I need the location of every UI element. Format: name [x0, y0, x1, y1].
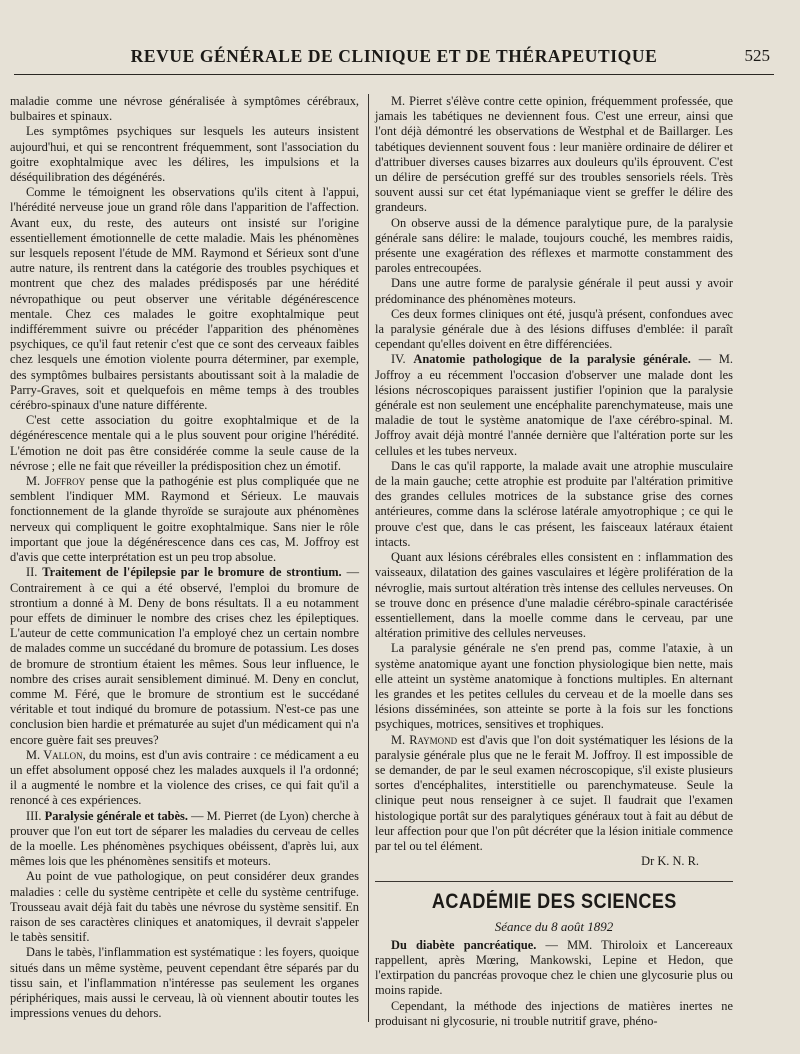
paragraph-text: est d'avis que l'on doit systématiquer les lésions de la paralysie générale plus que ne le ferait M. Joffroy. Il est impossible de se demander, de par le seul examen nécroscopique, s'il existe plusieurs sortes d'encéphalites, interstitielle ou parenchymateuse. Seule la clinique peut nous renseigner à ce sujet. Il faudrait que l'examen histologique portât sur des paralytiques généraux tout à fait au début de leur affection pour que l'on pût décréter que la lésion initiale commence par tel ou tel élément.: [375, 732, 733, 853]
section-title: Paralysie générale et tabès.: [44, 808, 188, 823]
section-iv: [375, 352, 733, 458]
session-date: Séance du 8 août 1892: [494, 918, 614, 934]
section-heading: ACADÉMIE DES SCIENCES: [431, 890, 677, 914]
journal-title: REVUE GÉNÉRALE DE CLINIQUE ET DE THÉRAPEUTIQUE: [130, 46, 658, 66]
article-title: Du diabète pancréatique.: [391, 937, 537, 952]
running-header: [14, 40, 774, 75]
signature: Dr K. N. R.: [641, 854, 699, 869]
section-number: IV.: [391, 352, 414, 367]
left-column: [10, 94, 359, 1021]
right-column: [375, 94, 733, 1029]
section-text: — Contrairement à ce qui a été observé, l'emploi du bromure de strontium a donné à M. Deny de bons résultats. Il a eu notamment pour effets de diminuer le nombre des crises chez les épileptiques. L'auteur de cette communication l'a employé chez un certain nombre de malades comme un succédané du bromure de potassium. Les doses de bromure de strontium étaient les mêmes. Sous leur influence, le nombre des crises aurait sensiblement diminué. M. Deny en conclut, comme M. Féré, que le bromure de strontium est le succédané véritable et tout indiqué du bromure de potassium. N'est-ce pas une conclusion bien hardie et prématurée au sujet d'un médicament qui n'a encore guère fait ses preuves?: [10, 565, 359, 747]
page-number: 525: [744, 46, 770, 65]
paragraph: Quant aux lésions cérébrales elles consistent en : inflammation des vaisseaux, dilatation des gaines vasculaires et légère prolifération de la névroglie, mais surtout altération très intense des cellules nerveuses. On se trouve donc en présence d'une maladie cérébro-spinale caractérisée essentiellement, dans la moelle comme dans le cerveau, par une altération primitive des cellules nerveuses.: [375, 550, 733, 641]
paragraph: [375, 733, 733, 855]
article-text: — MM. Thiroloix et Lancereaux rappellent, après Mœring, Mankowski, Lepine et Hedon, que l'extirpation du pancréas provoque chez le chien une glycosurie plus ou moins rapide.: [375, 937, 734, 998]
section-number: II.: [26, 565, 43, 580]
paragraph-text: pense que la pathogénie est plus compliquée que ne semblent l'indiquer MM. Raymond et Sérieux. Le mauvais fonctionnement de la glande thyroïde se surajoute aux phénomènes nerveux qui compliquent le goitre exophtalmique. Sans nier le rôle important que joue la dégénérescence dans ces cas, M. Joffroy est d'avis que cette interprétation est un peu trop absolue.: [10, 474, 360, 565]
paragraph: On observe aussi de la démence paralytique pure, de la paralysie générale sans délire: le malade, toujours couché, les membres raidis, présente une exagération des réflexes et marmotte constamment des paroles entrecoupées.: [375, 215, 733, 276]
paragraph: Ces deux formes cliniques ont été, jusqu'à présent, confondues avec la paralysie générale due à des lésions diffuses d'emblée: il paraît cependant qu'elles doivent en être différenciées.: [375, 306, 733, 352]
paragraph: M. Pierret s'élève contre cette opinion, fréquemment professée, que jamais les tabétiques ne deviennent fous. C'est une erreur, ainsi que l'ont déjà démontré les observations de Westphal et de Baillarger. Les tabétiques deviennent souvent fous : leur manière ordinaire de délirer et d'attribuer diverses causes bizarres aux douleurs qu'ils éprouvent. C'est un délire de persécution greffé sur des troubles sensoriels réels. Très souvent aussi sur cet état lypémaniaque vient se greffer le délire des grandeurs.: [375, 94, 733, 215]
paragraph: maladie comme une névrose généralisée à symptômes cérébraux, bulbaires et spinaux.: [10, 94, 359, 124]
paragraph: Cependant, la méthode des injections de matières inertes ne produisant ni glycosurie, ni trouble nutritif grave, phéno-: [375, 998, 733, 1028]
author-name: M. Vallon: [26, 747, 83, 762]
section-title: Traitement de l'épilepsie par le bromure de strontium.: [42, 565, 342, 580]
academie-section: [375, 881, 733, 933]
section-ii: [10, 565, 359, 747]
paragraph: Les symptômes psychiques sur lesquels les auteurs insistent aujourd'hui, et qui se rencontrent fréquemment, sont l'association du goitre exophtalmique avec les délires, les impulsions et la déséquilibration des dégénérés.: [10, 124, 359, 185]
paragraph: [375, 938, 733, 999]
author-name: M. Raymond: [391, 732, 458, 747]
paragraph: La paralysie générale ne s'en prend pas, comme l'ataxie, à un système anatomique ayant une fonction physiologique bien nette, mais elle atteint un système anatomique à fonctions multiples. En alternant les grandes et les petites cellules du cerveau et de la moelle dans ses lésions disséminées, son atteinte se porte à la fois sur les fonctions psychiques, motrices, sensitives et trophiques.: [375, 641, 733, 732]
paragraph: Dans le cas qu'il rapporte, la malade avait une atrophie musculaire de la main gauche; cette atrophie est produite par l'altération primitive des grandes cellules motrices de la substance grise des cornes antérieures, comme dans la sclérose latérale amyotrophique ; ce qui le prouve c'est que, dans le cas présent, les faisceaux latéraux étaient intacts.: [375, 458, 733, 549]
paragraph: Comme le témoignent les observations qu'ils citent à l'appui, l'hérédité nerveuse joue un grand rôle dans l'apparition de l'affection. Avant eux, du reste, des auteurs ont insisté sur l'origine essentiellement émotionnelle de cette maladie. Mais les phénomènes sur lesquels reposent l'étude de MM. Raymond et Sérieux sont d'une autre nature, ils rentrent dans la catégorie des troubles psychiques et montrent que chez des malades prédisposés par une hérédité névropathique ou peut observer une véritable dégénérescence mentale. Chez ces malades le goitre exophtalmique peut indifféremment suivre ou précéder l'apparition des phénomènes psychiques, ce qu'il faut retenir c'est que ce sont des cerveaux faibles chez lesquels une émotion violente pourra déterminer, par exemple, des symptômes bulbaires persistants aboutissant soit à la maladie de Parry-Graves, soit et quelquefois en même temps à des troubles cérébro-spinaux d'une nature différente.: [10, 185, 359, 413]
paragraph: Dans une autre forme de paralysie générale il peut aussi y avoir prédominance des phénomènes moteurs.: [375, 276, 733, 306]
paragraph-text: , du moins, est d'un avis contraire : ce médicament a eu un effet absolument opposé chez les malades auxquels il l'a ordonné; il a augmenté le nombre et la violence des crises, ce qui fait qu'il a renoncé à ces expériences.: [10, 747, 359, 808]
paragraph: C'est cette association du goitre exophtalmique et de la dégénérescence mentale qui a le plus souvent pour origine l'hérédité. L'émotion ne doit pas être considérée comme la seule cause de la névrose ; elle ne fait que réveiller la prédisposition chez un émotif.: [10, 413, 359, 473]
section-title: Anatomie pathologique de la paralysie générale.: [413, 352, 691, 367]
author-name: M. Joffroy: [26, 474, 86, 489]
paragraph: [10, 474, 359, 565]
paragraph: [10, 748, 359, 809]
section-text: — M. Pierret (de Lyon) cherche à prouver que l'on eut tort de séparer les maladies du cerveau de celles de la moelle. Les phénomènes psychiques obéissent, d'après lui, aux mêmes lois que les phénomènes sensitifs et moteurs.: [10, 808, 359, 869]
column-divider: [368, 94, 369, 1022]
section-iii: [10, 809, 359, 870]
paragraph: Dans le tabès, l'inflammation est systématique : les foyers, quoique situés dans un même système, peuvent cependant être séparés par du tissu sain, et l'inflammation n'intéresse pas seulement les organes périphériques, mais aussi le cerveau, là où viennent aboutir toutes les impressions venues du dehors.: [10, 945, 359, 1021]
paragraph: Au point de vue pathologique, on peut considérer deux grandes maladies : celle du système centripète et celle du système centrifuge. Trousseau avait déjà fait du tabès une névrose du système sensitif. En raison de ses caractères cliniques et anatomiques, il devrait s'appeler le tabès sensitif.: [10, 869, 359, 945]
section-number: III.: [26, 808, 45, 823]
section-text: — M. Joffroy a eu récemment l'occasion d'observer une malade dont les lésions nécroscopiques paraissent justifier l'opinion que la paralysie générale est non seulement une encéphalite parenchymateuse, mais une maladie de tout le système anatomique de l'axe cérébro-spinal. M. Joffroy avait déjà montré l'année dernière que l'altération porte sur les cellules et les tubes nerveux.: [375, 352, 733, 458]
